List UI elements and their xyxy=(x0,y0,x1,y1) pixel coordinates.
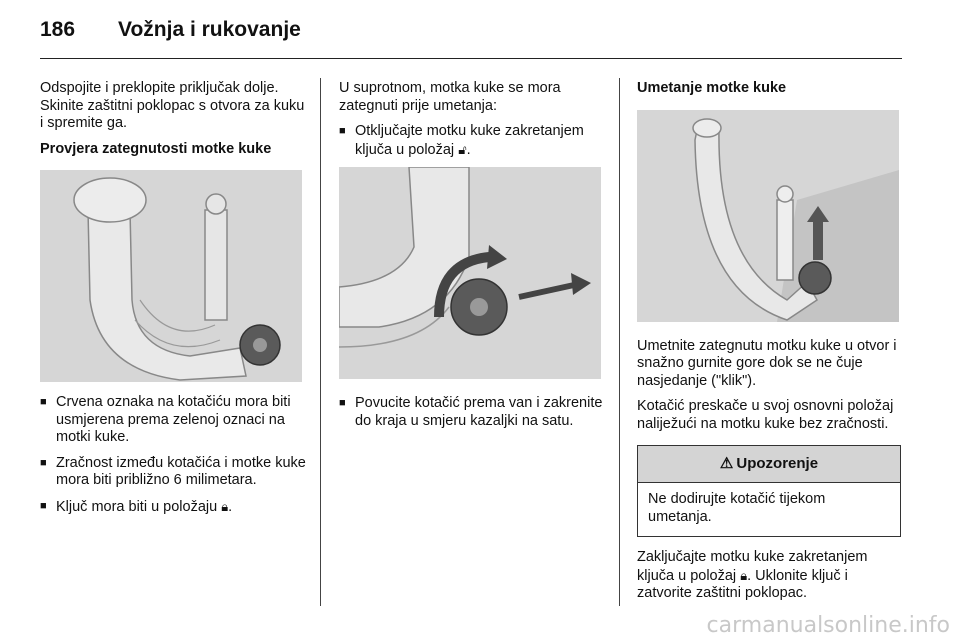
page-number: 186 xyxy=(40,18,76,41)
list-item: ■ Zračnost između kotačića i motke kuke mora biti približno 6 milimetara. xyxy=(40,455,308,490)
insert-paragraph-1: Umetnite zategnutu motku kuke u otvor i snažno gurnite gore dok se ne čuje nasjedanje ("klik"). xyxy=(637,337,897,389)
column-1 xyxy=(40,80,308,524)
lock-paragraph-end: . Uklonite ključ i zatvorite zaštitni poklopac. xyxy=(637,567,848,601)
intro-paragraph: Odspojite i preklopite priključak dolje. Skinite zaštitni poklopac s otvora za kuku i spremite ga. xyxy=(40,80,305,131)
tension-steps-list xyxy=(339,123,607,159)
lock-paragraph xyxy=(637,549,901,603)
list-item xyxy=(339,123,607,159)
section-heading-tension-check: Provjera zategnutosti motke kuke xyxy=(40,140,272,157)
key-locked-icon: 🔒︎ xyxy=(221,498,229,514)
list-item-end: . xyxy=(228,498,233,515)
column-2 xyxy=(339,80,607,438)
list-item-text: Otključajte motku kuke zakretanjem ključa u položaj xyxy=(355,123,584,158)
list-item-text: Ključ mora biti u položaju xyxy=(56,498,218,515)
page-header xyxy=(40,18,301,42)
watermark: carmanualsonline.info xyxy=(706,613,950,638)
page-title: Vožnja i rukovanje xyxy=(118,18,301,41)
header-rule xyxy=(40,58,902,59)
warning-triangle-icon: ⚠ xyxy=(719,455,734,473)
column-divider-1 xyxy=(320,78,321,606)
section-heading-insert: Umetanje motke kuke xyxy=(637,80,787,96)
intro-paragraph: U suprotnom, motka kuke se mora zategnuti prije umetanja: xyxy=(339,80,561,114)
insert-paragraph-2: Kotačić preskače u svoj osnovni položaj naliježući na motku kuke bez zračnosti. xyxy=(637,398,894,432)
column-divider-2 xyxy=(619,78,620,606)
figure-handwheel-turn xyxy=(339,167,601,379)
list-item-end: . xyxy=(466,141,471,158)
list-item: ■ Crvena oznaka na kotačiću mora biti usmjerena prema zelenoj oznaci na motki kuke. xyxy=(40,394,308,447)
warning-box xyxy=(637,445,901,537)
key-unlocked-icon: 🔓︎ xyxy=(458,141,467,157)
list-item: ■ Povucite kotačić prema van i zakrenite do kraja u smjeru kazaljki na satu. xyxy=(339,395,607,430)
tension-check-list xyxy=(40,394,308,516)
warning-text: Ne dodirujte kotačić tijekom umetanja. xyxy=(648,491,826,525)
tension-steps-list-2 xyxy=(339,395,607,430)
figure-tow-bar-tension xyxy=(40,170,302,382)
warning-header xyxy=(638,446,900,483)
lock-paragraph-start: Zaključajte motku kuke zakretanjem ključa u položaj xyxy=(637,549,868,584)
warning-title: Upozorenje xyxy=(736,455,819,473)
key-locked-icon: 🔒︎ xyxy=(740,567,748,583)
figure-insert-tow-bar xyxy=(637,110,899,322)
list-item xyxy=(40,498,308,517)
column-3 xyxy=(637,80,901,611)
